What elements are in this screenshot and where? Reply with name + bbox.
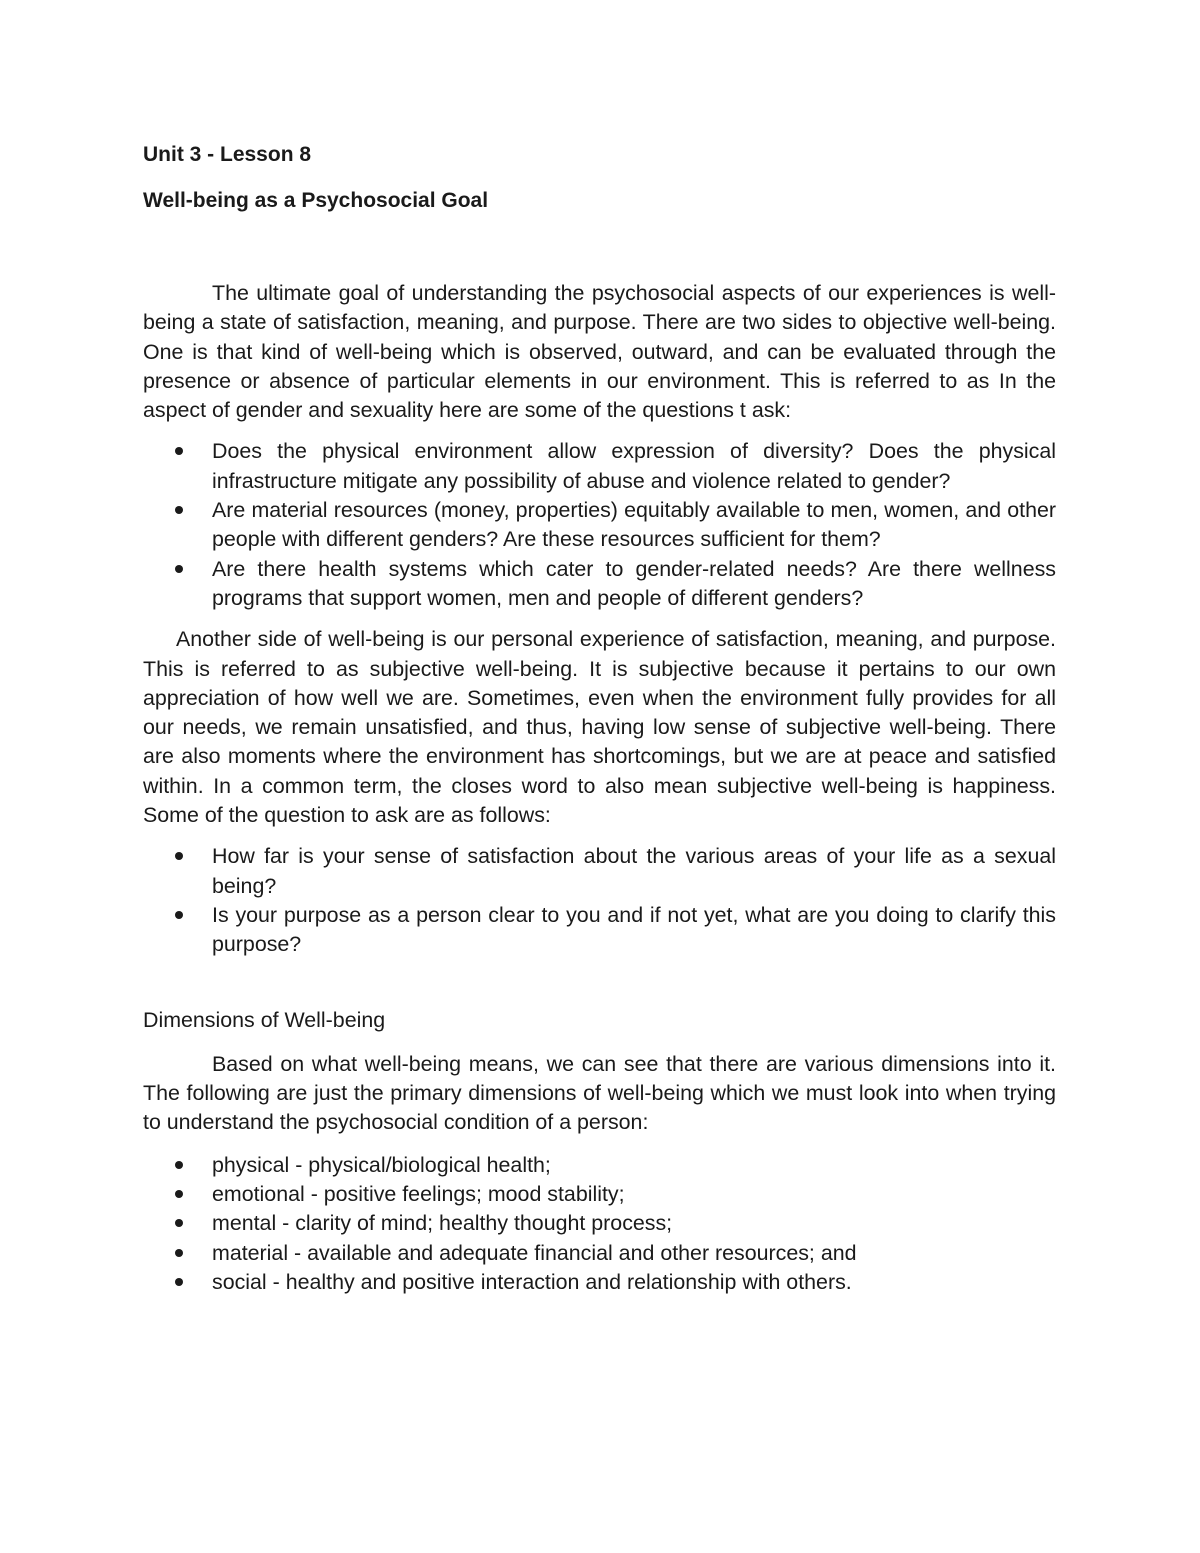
list-item: emotional - positive feelings; mood stability; — [143, 1180, 1056, 1209]
dimensions-paragraph: Based on what well-being means, we can see that there are various dimensions into it. The following are just the primary dimensions of well-being which we must look into when trying to understand the psychosocial condition of a person: — [143, 1051, 1056, 1135]
list-item: Does the physical environment allow expression of diversity? Does the physical infrastructure mitigate any possibility of abuse and violence related to gender? — [143, 437, 1056, 496]
list-item: physical - physical/biological health; — [143, 1151, 1056, 1180]
list-item: Are material resources (money, properties) equitably available to men, women, and other people with different genders? Are these resources sufficient for them? — [143, 496, 1056, 555]
list-item: How far is your sense of satisfaction about the various areas of your life as a sexual being? — [143, 842, 1056, 901]
dimensions-list — [143, 1151, 1056, 1297]
list-item: social - healthy and positive interaction and relationship with others. — [143, 1268, 1056, 1297]
unit-lesson-heading: Unit 3 - Lesson 8 — [143, 143, 312, 166]
list-item: Is your purpose as a person clear to you and if not yet, what are you doing to clarify this purpose? — [143, 901, 1056, 960]
list-item: mental - clarity of mind; healthy thought process; — [143, 1209, 1056, 1238]
list-item: material - available and adequate financial and other resources; and — [143, 1239, 1056, 1268]
subjective-paragraph: Another side of well-being is our personal experience of satisfaction, meaning, and purpose. This is referred to as subjective well-being. It is subjective because it pertains to our own appreciation of how well we are. Sometimes, even when the environment fully provides for all our needs, we remain unsatisfied, and thus, having low sense of subjective well-being. There are also moments where the environment has shortcomings, but we are at peace and satisfied within. In a common term, the closes word to also mean subjective well-being is happiness. Some of the question to ask are as follows: — [143, 627, 1056, 828]
subjective-questions-list — [143, 842, 1056, 959]
list-item: Are there health systems which cater to gender-related needs? Are there wellness programs that support women, men and people of different genders? — [143, 555, 1056, 614]
dimensions-heading: Dimensions of Well-being — [143, 1007, 386, 1032]
document-title: Well-being as a Psychosocial Goal — [143, 189, 489, 212]
objective-questions-list — [143, 437, 1056, 613]
intro-paragraph: The ultimate goal of understanding the psychosocial aspects of our experiences is well- being a state of satisfaction, meaning, and purpose. There are two sides to objective well-being. One is that kind of well-being which is observed, outward, and can be evaluated through the presence or absence of particular elements in our environment. This is referred to as In the aspect of gender and sexuality here are some of the questions t ask: — [143, 281, 1056, 423]
